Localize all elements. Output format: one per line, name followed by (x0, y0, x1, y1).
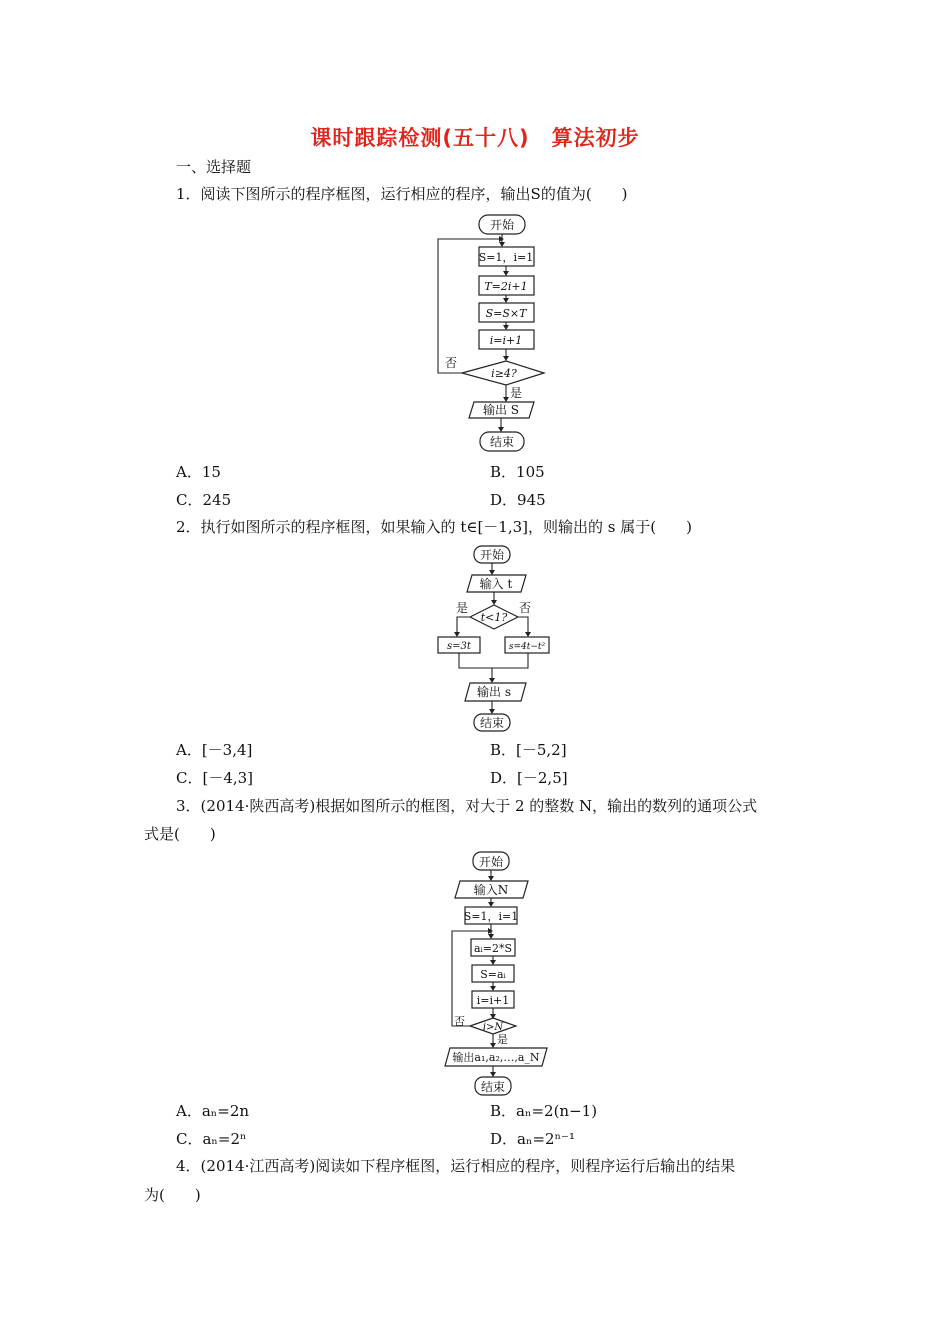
q1-init-text: S=1，i=1 (478, 251, 534, 264)
q1-output-text: 输出 S (482, 403, 520, 417)
q3-yes-label: 是 (497, 1033, 508, 1046)
page-title: 课时跟踪检测(五十八) 算法初步 (310, 126, 640, 150)
q2-output-text: 输出 s (477, 685, 511, 699)
q3-start-text: 开始 (478, 855, 504, 869)
q1-yes-label: 是 (510, 386, 523, 400)
q2-end-text: 结束 (479, 716, 505, 730)
q2-left-text: s=3t (447, 641, 471, 652)
q2-input-text: 输入 t (479, 577, 513, 591)
q3-step1-text: aᵢ=2*S (473, 942, 513, 955)
q3-cond-text: i>N (482, 1022, 504, 1033)
q1-start-text: 开始 (489, 218, 515, 232)
q3-stem-line1: 3．(2014·陕西高考)根据如图所示的框图，对大于 2 的整数 N，输出的数列的通项公式 (176, 797, 758, 815)
section-heading: 一、选择题 (176, 158, 252, 176)
q1-option-d: D．945 (490, 491, 546, 509)
q2-stem: 2．执行如图所示的程序框图，如果输入的 t∈[－1,3]，则输出的 s 属于( ) (176, 518, 692, 536)
q2-option-a: A．[－3,4] (176, 741, 253, 759)
q3-option-c: C．aₙ=2ⁿ (176, 1130, 247, 1148)
q3-stem-line2: 式是( ) (144, 825, 216, 843)
q2-option-c: C．[－4,3] (176, 769, 254, 787)
q3-no-label: 否 (454, 1015, 465, 1028)
q1-cond-text: i≥4? (491, 367, 517, 380)
q1-option-a: A．15 (176, 463, 221, 481)
q4-stem-line1: 4．(2014·江西高考)阅读如下程序框图，运行相应的程序，则程序运行后输出的结果 (176, 1157, 736, 1175)
q1-step2-text: S=S×T (485, 307, 527, 320)
q2-right-text: s=4t−t² (508, 642, 546, 652)
q3-init-text: S=1，i=1 (463, 910, 519, 923)
q1-flowchart (430, 210, 560, 458)
q2-option-d: D．[－2,5] (490, 769, 568, 787)
q3-end-text: 结束 (480, 1080, 506, 1094)
q2-start-text: 开始 (479, 548, 505, 562)
q1-option-b: B．105 (490, 463, 545, 481)
q1-option-c: C．245 (176, 491, 232, 509)
q3-option-d: D．aₙ=2ⁿ⁻¹ (490, 1130, 575, 1148)
q1-step3-text: i=i+1 (489, 334, 523, 347)
q1-end-text: 结束 (489, 435, 515, 449)
q2-cond-text: t<1? (480, 611, 508, 624)
q2-option-b: B．[－5,2] (490, 741, 567, 759)
q4-stem-line2: 为( ) (144, 1186, 201, 1204)
q1-step1-text: T=2i+1 (484, 280, 528, 293)
q3-input-text: 输入N (473, 883, 509, 897)
q1-no-label: 否 (445, 356, 458, 370)
q2-flowchart (430, 542, 560, 738)
q1-stem: 1．阅读下图所示的程序框图，运行相应的程序，输出S的值为( ) (176, 185, 628, 203)
q2-yes-label: 是 (456, 601, 469, 615)
q3-step2-text: S=aᵢ (480, 968, 506, 981)
q2-no-label: 否 (519, 601, 532, 615)
q3-option-b: B．aₙ=2(n−1) (490, 1102, 598, 1120)
q3-option-a: A．aₙ=2n (176, 1102, 250, 1120)
q3-output-text: 输出a₁,a₂,…,a_N (452, 1051, 540, 1064)
q3-flowchart (430, 848, 580, 1098)
q3-step3-text: i=i+1 (476, 994, 510, 1007)
